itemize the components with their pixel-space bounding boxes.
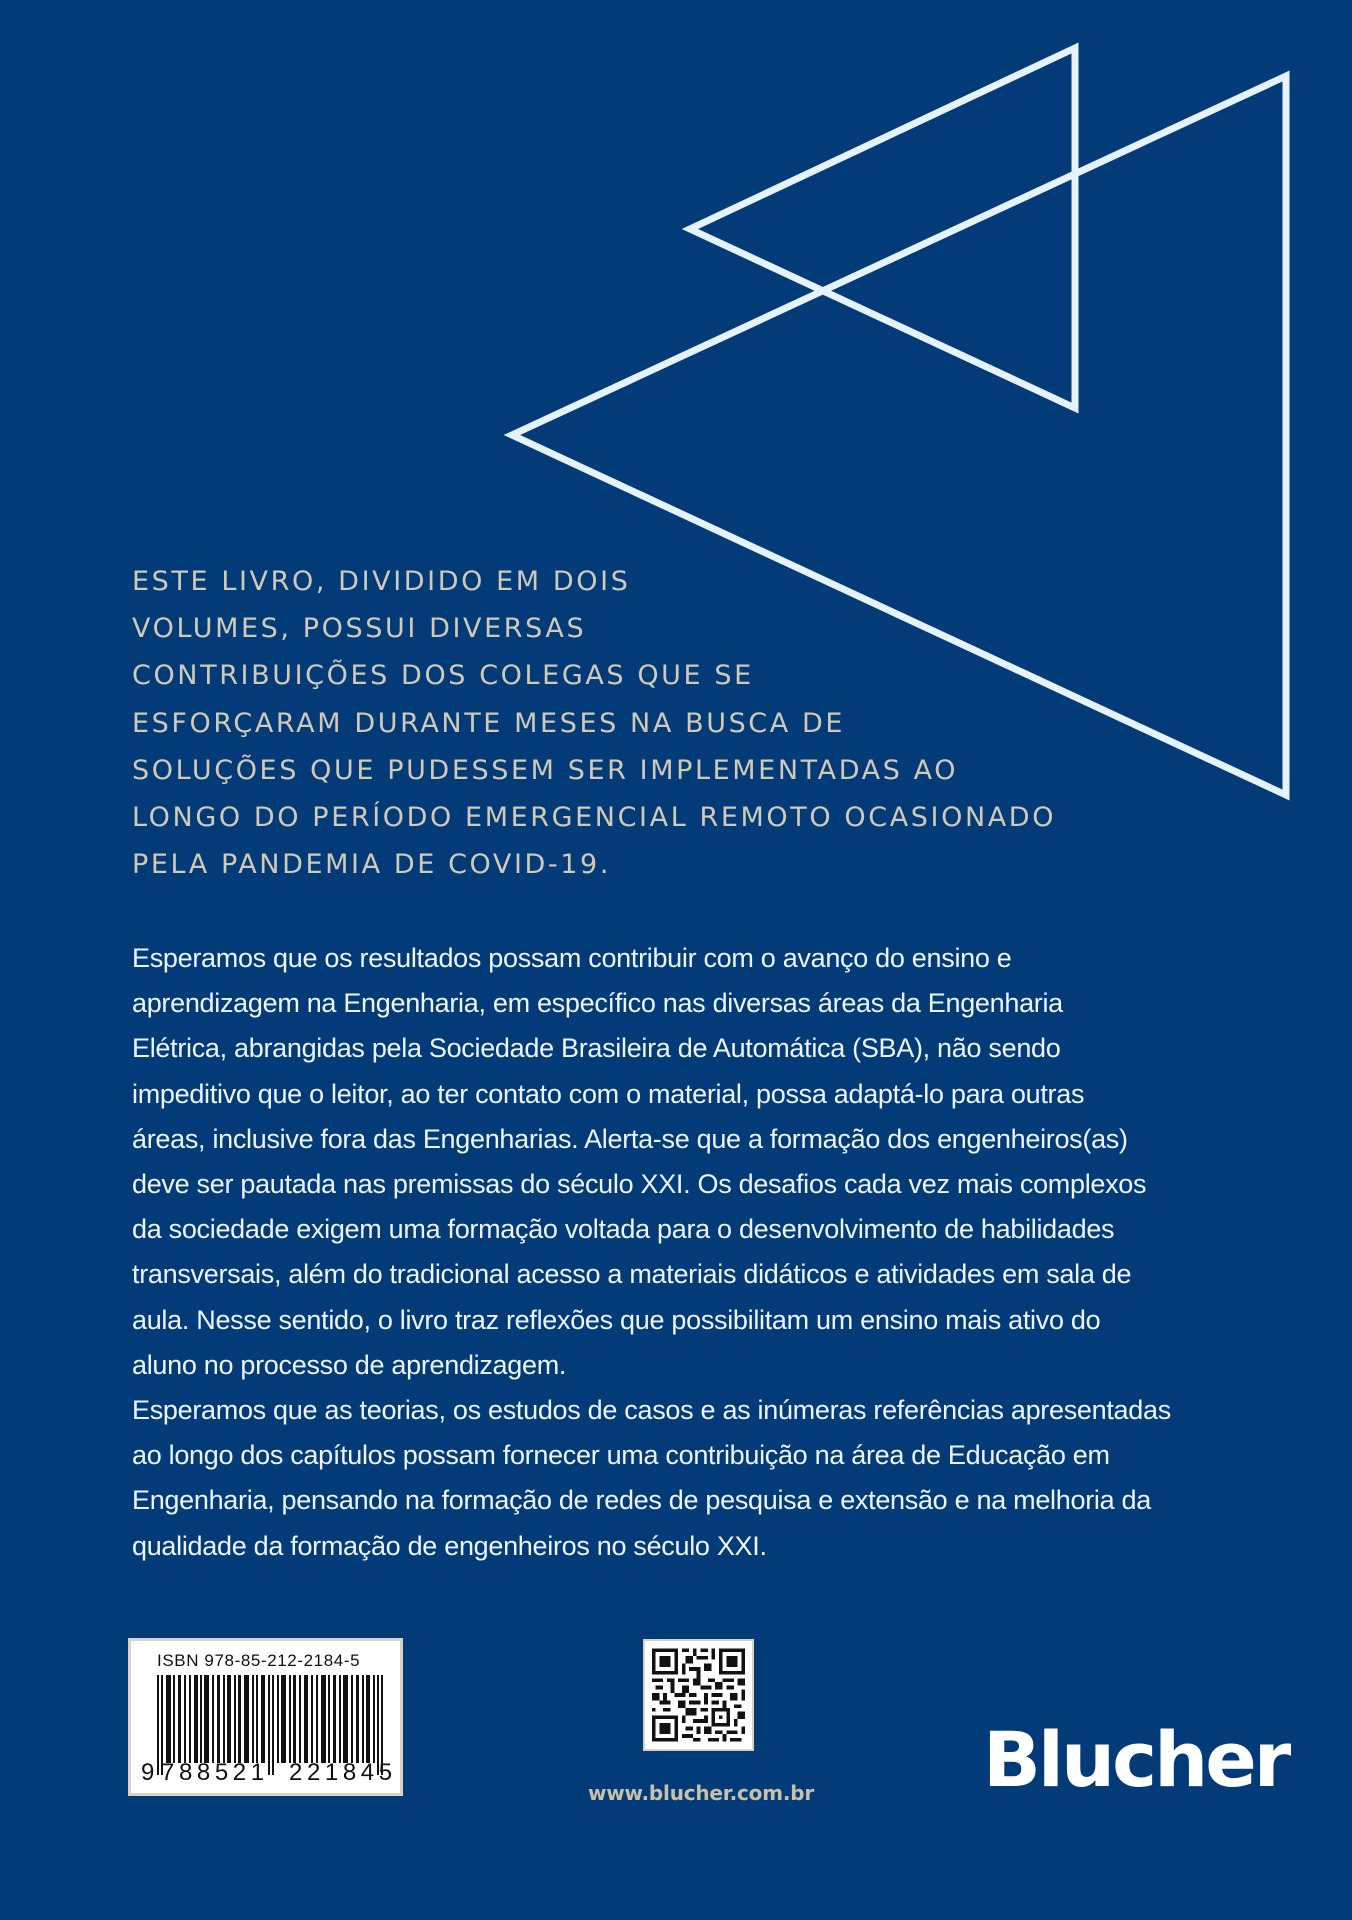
isbn-barcode [128, 1638, 403, 1796]
body-line: impeditivo que o leitor, ao ter contato com o material, possa adaptá-lo para outras [132, 1078, 1085, 1109]
body-line: Elétrica, abrangidas pela Sociedade Brasileira de Automática (SBA), não sendo [132, 1033, 1061, 1064]
body-line: aula. Nesse sentido, o livro traz reflexões que possibilitam um ensino mais ativo do [132, 1304, 1101, 1335]
body-line: áreas, inclusive fora das Engenharias. Alerta-se que a formação dos engenheiros(as) [132, 1123, 1128, 1154]
headline-line: PELA PANDEMIA DE COVID-19. [132, 849, 612, 881]
headline [132, 558, 1232, 888]
body-line: aluno no processo de aprendizagem. [132, 1349, 567, 1380]
isbn-digits-right: 221845 [289, 1759, 397, 1786]
headline-line: SOLUÇÕES QUE PUDESSEM SER IMPLEMENTADAS AO [132, 754, 959, 786]
isbn-digit-first: 9 [141, 1759, 159, 1786]
body-line: ao longo dos capítulos possam fornecer uma contribuição na área de Educação em [132, 1440, 1110, 1471]
body-line: transversais, além do tradicional acesso a materiais didáticos e atividades em sala de [132, 1259, 1132, 1290]
body-line: deve ser pautada nas premissas do século XXI. Os desafios cada vez mais complexos [132, 1169, 1147, 1200]
headline-line: LONGO DO PERÍODO EMERGENCIAL REMOTO OCASIONADO [132, 802, 1057, 834]
small-triangle-icon [690, 48, 1075, 408]
publisher-logo: Blucher [983, 1715, 1289, 1804]
headline-line: ESTE LIVRO, DIVIDIDO EM DOIS [132, 566, 631, 597]
headline-line: ESFORÇARAM DURANTE MESES NA BUSCA DE [132, 707, 846, 739]
body-line: da sociedade exigem uma formação voltada para o desenvolvimento de habilidades [132, 1214, 1115, 1245]
website-link[interactable]: www.blucher.com.br [587, 1781, 815, 1805]
headline-line: CONTRIBUIÇÕES DOS COLEGAS QUE SE [132, 660, 754, 692]
description-paragraph [132, 936, 1252, 1569]
body-line: aprendizagem na Engenharia, em específico nas diversas áreas da Engenharia [132, 988, 1063, 1019]
qr-code-icon [652, 1648, 745, 1742]
body-line: Esperamos que as teorias, os estudos de casos e as inúmeras referências apresentadas [132, 1395, 1171, 1426]
isbn-digits-left: 788521 [161, 1759, 269, 1786]
body-line: Esperamos que os resultados possam contribuir com o avanço do ensino e [132, 943, 1012, 973]
body-line: qualidade da formação de engenheiros no século XXI. [132, 1530, 767, 1561]
isbn-label: ISBN 978-85-212-2184-5 [157, 1651, 361, 1670]
body-line: Engenharia, pensando na formação de redes de pesquisa e extensão e na melhoria da [132, 1485, 1151, 1516]
qr-code[interactable] [643, 1639, 754, 1751]
headline-line: VOLUMES, POSSUI DIVERSAS [132, 613, 587, 645]
